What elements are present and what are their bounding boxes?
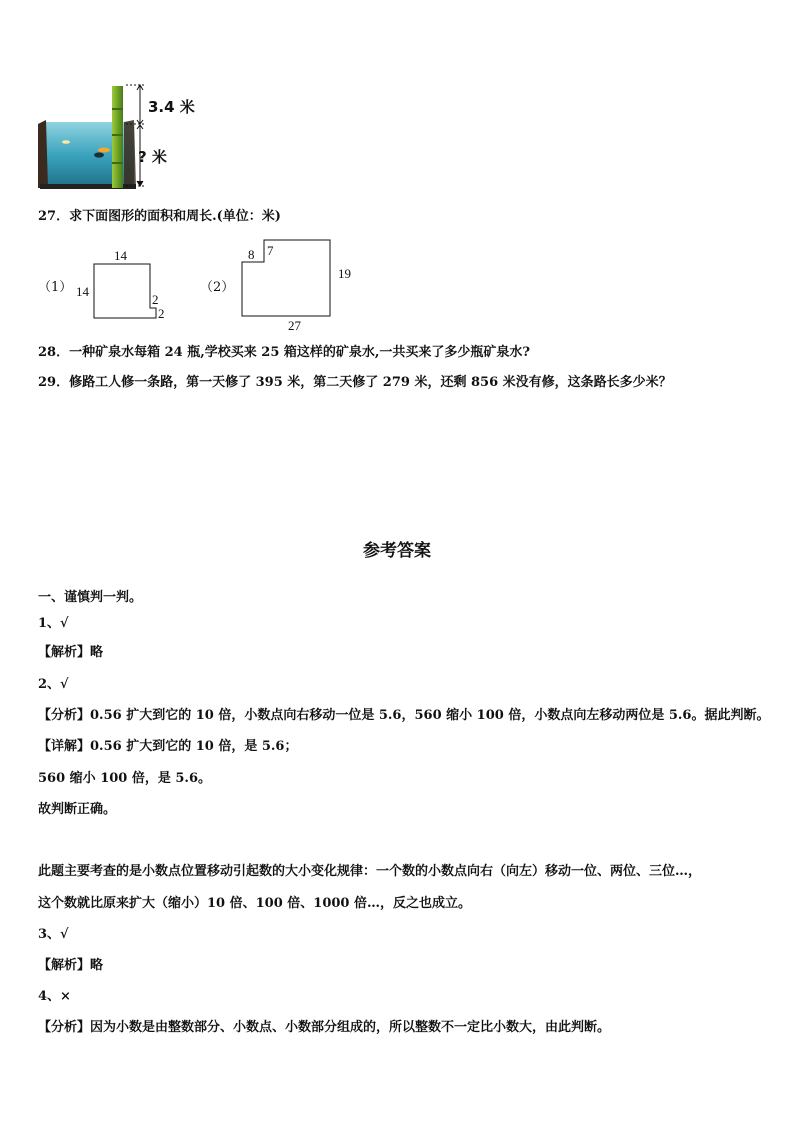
answers-section-1: 一、谨慎判一判。 — [38, 590, 143, 605]
answer-2-xiangjie: 【详解】0.56 扩大到它的 10 倍，是 5.6； — [38, 739, 298, 754]
answer-1-analysis: 【解析】略 — [38, 645, 104, 660]
fig1-notch-label: 2 — [158, 306, 165, 321]
answer-4-fenxi: 【分析】因为小数是由整数部分、小数点、小数部分组成的，所以整数不一定比小数大，由此判断。 — [38, 1020, 611, 1035]
answer-2: 2、√ — [38, 677, 69, 692]
fig1-top-label: 14 — [114, 248, 127, 263]
answer-3-analysis: 【解析】略 — [38, 958, 104, 973]
tank-label-top: 3.4 米 — [148, 98, 195, 116]
answer-3: 3、√ — [38, 927, 69, 942]
answer-4: 4、× — [38, 989, 71, 1004]
fig2-left-label: 8 — [248, 247, 255, 262]
fig2-tag: （2） — [200, 280, 235, 295]
question-28: 28．一种矿泉水每箱 24 瓶,学校买来 25 箱这样的矿泉水,一共买来了多少瓶矿泉水? — [38, 345, 531, 360]
answer-2-note-line1: 此题主要考查的是小数点位置移动引起数的大小变化规律：一个数的小数点向右（向左）移动一位、两位、三位…， — [38, 864, 702, 879]
answer-1: 1、√ — [38, 616, 69, 631]
question-29: 29．修路工人修一条路，第一天修了 395 米，第二天修了 279 米，还剩 856 米没有修，这条路长多少米？ — [38, 375, 672, 390]
tank-label-bottom: ? 米 — [138, 148, 167, 166]
fig1-right-label: 2 — [152, 292, 159, 307]
question-27: 27．求下面图形的面积和周长.(单位：米) — [38, 209, 281, 224]
fig2-bottom-label: 27 — [288, 318, 301, 333]
figure-2-shape — [230, 232, 370, 336]
answer-2-line2: 560 缩小 100 倍，是 5.6。 — [38, 771, 211, 786]
answers-title: 参考答案 — [363, 541, 431, 561]
figure-1-shape — [70, 245, 170, 325]
fig2-step-label: 7 — [267, 243, 274, 258]
bamboo-pole — [112, 86, 123, 188]
answer-2-note-line2: 这个数就比原来扩大（缩小）10 倍、100 倍、1000 倍…，反之也成立。 — [38, 896, 471, 911]
answer-2-fenxi: 【分析】0.56 扩大到它的 10 倍，小数点向右移动一位是 5.6，560 缩小 100 倍，小数点向左移动两位是 5.6。据此判断。 — [38, 708, 770, 723]
fig2-right-label: 19 — [338, 266, 351, 281]
fig1-tag: （1） — [38, 280, 73, 295]
answer-2-line3: 故判断正确。 — [38, 802, 117, 817]
fig1-left-label: 14 — [76, 284, 89, 299]
